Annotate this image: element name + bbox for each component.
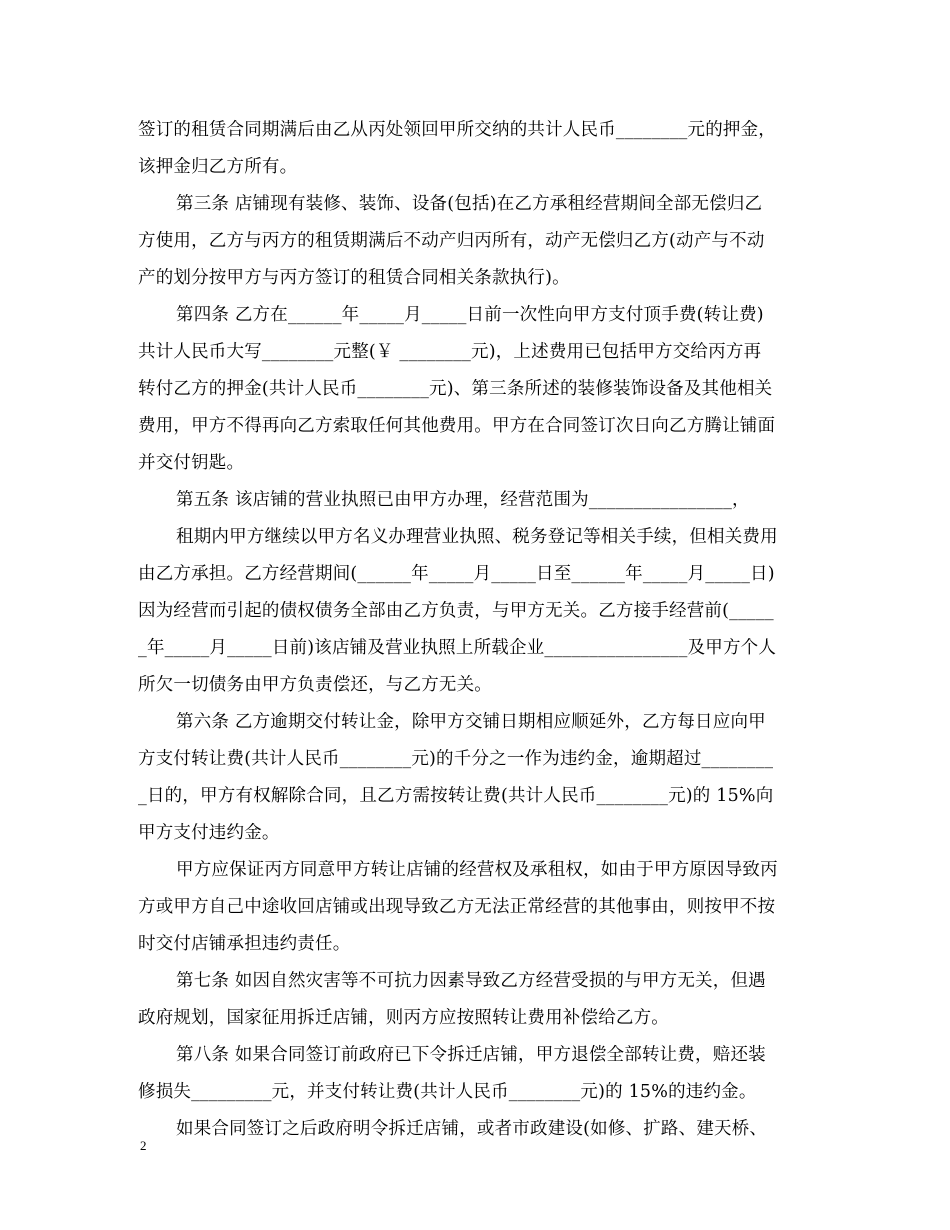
text-line: 方或甲方自己中途收回店铺或出现导致乙方无法正常经营的其他事由，则按甲不按	[138, 897, 776, 917]
text-line: 第七条 如因自然灾害等不可抗力因素导致乙方经营受损的与甲方无关，但遇	[176, 971, 766, 991]
text-line: 修损失_________元，并支付转让费(共计人民币________元)的 15%的违约金。	[138, 1082, 757, 1102]
text-line: 甲方应保证丙方同意甲方转让店铺的经营权及承租权，如由于甲方原因导致丙	[176, 860, 778, 880]
text-line: 因为经营而引起的债权债务全部由乙方负责，与甲方无关。乙方接手经营前(_____	[138, 601, 774, 621]
text-line: 甲方支付违约金。	[138, 823, 280, 843]
text-line: 时交付店铺承担违约责任。	[138, 934, 351, 954]
text-line: 第五条 该店铺的营业执照已由甲方办理，经营范围为________________，	[176, 490, 750, 510]
text-line: 如果合同签订之后政府明令拆迁店铺，或者市政建设(如修、扩路、建天桥、	[176, 1119, 768, 1139]
text-line: 第四条 乙方在______年_____月_____日前一次性向甲方支付顶手费(转让费)	[176, 305, 764, 325]
text-line: 产的划分按甲方与丙方签订的租赁合同相关条款执行)。	[138, 268, 570, 288]
text-line: 方支付转让费(共计人民币________元)的千分之一作为违约金，逾期超过________	[138, 749, 774, 769]
contract-body-text	[138, 112, 816, 1148]
page-number: 2	[140, 1138, 147, 1153]
text-line: 共计人民币大写________元整(￥ ________元)，上述费用已包括甲方交给丙方再	[138, 342, 762, 362]
text-line: 政府规划，国家征用拆迁店铺，则丙方应按照转让费用补偿给乙方。	[138, 1008, 669, 1028]
text-line: 第三条 店铺现有装修、装饰、设备(包括)在乙方承租经营期间全部无偿归乙	[176, 194, 763, 214]
text-line: 签订的租赁合同期满后由乙从丙处领回甲所交纳的共计人民币________元的押金，	[138, 120, 776, 140]
text-line: 费用，甲方不得再向乙方索取任何其他费用。甲方在合同签订次日向乙方腾让铺面	[138, 416, 776, 436]
text-line: 方使用，乙方与丙方的租赁期满后不动产归丙所有，动产无偿归乙方(动产与不动	[138, 231, 765, 251]
text-line: 该押金归乙方所有。	[138, 157, 298, 177]
text-line: _年_____月_____日前)该店铺及营业执照上所载企业________________及甲方个人	[138, 638, 777, 658]
text-line: 并交付钥匙。	[138, 453, 245, 473]
text-line: 第六条 乙方逾期交付转让金，除甲方交铺日期相应顺延外，乙方每日应向甲	[176, 712, 766, 732]
text-line: 第八条 如果合同签订前政府已下令拆迁店铺，甲方退偿全部转让费，赔还装	[176, 1045, 766, 1065]
text-line: _日的，甲方有权解除合同，且乙方需按转让费(共计人民币________元)的 15%向	[138, 786, 774, 806]
text-line: 转付乙方的押金(共计人民币________元)、第三条所述的装修装饰设备及其他相关	[138, 379, 773, 399]
text-line: 租期内甲方继续以甲方名义办理营业执照、税务登记等相关手续，但相关费用	[176, 527, 778, 547]
text-line: 由乙方承担。乙方经营期间(______年_____月_____日至______年_____月_____日)	[138, 564, 775, 584]
text-line: 所欠一切债务由甲方负责偿还，与乙方无关。	[138, 675, 492, 695]
